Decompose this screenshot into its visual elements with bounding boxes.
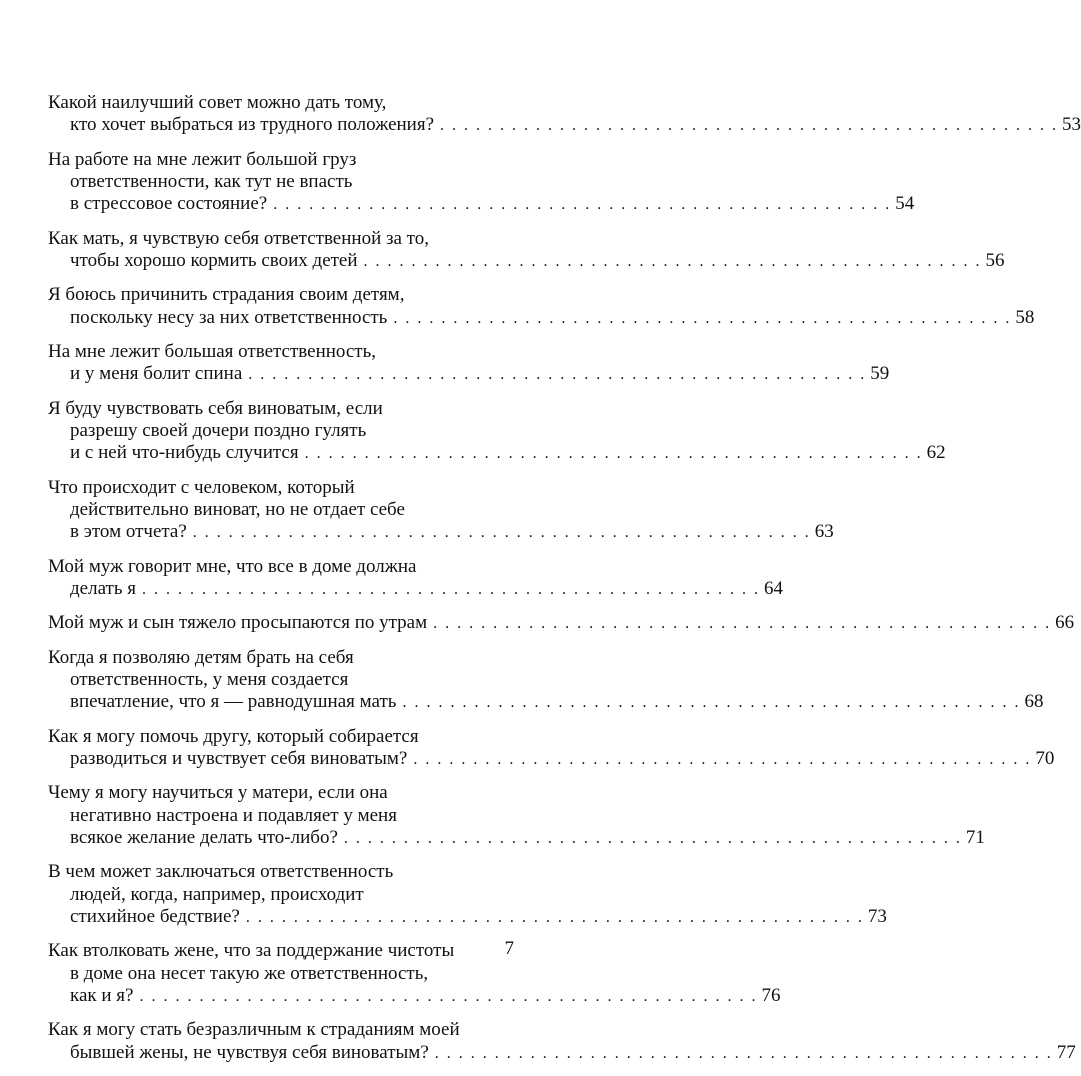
toc-entry-title: Как я могу стать безразличным к страданиям моей xyxy=(48,1019,460,1041)
toc-entry-last-line xyxy=(48,521,834,544)
toc-entry[interactable] xyxy=(48,725,1055,772)
toc-entry-line xyxy=(48,341,520,363)
toc-entry[interactable] xyxy=(48,284,1035,330)
toc-entry-line xyxy=(48,647,520,669)
toc-entry-last-line xyxy=(48,985,781,1008)
toc-entry-line xyxy=(48,861,520,883)
toc-entry-title: как и я? xyxy=(70,985,134,1007)
toc-page-number: 58 xyxy=(1015,306,1035,328)
toc-entry[interactable] xyxy=(48,227,1005,274)
toc-entry[interactable] xyxy=(48,92,1081,138)
toc-entry-last-line xyxy=(48,442,946,465)
toc-entry-line xyxy=(48,556,520,578)
toc-entry-title: чтобы хорошо кормить своих детей xyxy=(70,249,358,271)
toc-page-number: 53 xyxy=(1062,114,1081,136)
toc-entry-title: Я буду чувствовать себя виноватым, если xyxy=(48,397,383,419)
toc-entry[interactable] xyxy=(48,148,915,217)
toc-page-number: 62 xyxy=(926,442,946,464)
toc-entry[interactable] xyxy=(48,612,1075,635)
table-of-contents xyxy=(48,92,1081,1076)
toc-entry-title: кто хочет выбраться из трудного положения? xyxy=(70,114,435,136)
toc-entry-title: В чем может заключаться ответственность xyxy=(48,861,394,883)
toc-entry-line xyxy=(48,92,520,114)
toc-entry-title: разводиться и чувствует себя виноватым? xyxy=(70,748,408,770)
dot-leader: . . . . . . . . . . . . . . . . . . . . . . . . . . . . . . . . . . . . . . . . . . . . . . . . . . . . xyxy=(413,751,1032,769)
toc-page-number: 59 xyxy=(870,363,890,385)
toc-entry[interactable] xyxy=(48,940,781,1008)
toc-entry-title: поскольку несу за них ответственность xyxy=(70,306,388,328)
toc-entry-line xyxy=(48,726,520,748)
toc-entry-title: и у меня болит спина xyxy=(70,363,243,385)
toc-entry-title: Мой муж говорит мне, что все в доме должна xyxy=(48,555,417,577)
toc-entry-line xyxy=(48,940,520,962)
toc-page-number: 71 xyxy=(965,827,985,849)
toc-entry-title: впечатление, что я — равнодушная мать xyxy=(70,691,397,713)
toc-entry-line xyxy=(48,782,520,804)
toc-page-number: 66 xyxy=(1055,612,1075,634)
toc-entry-last-line xyxy=(48,193,915,216)
toc-entry-line xyxy=(48,171,520,193)
toc-entry-title: всякое желание делать что-либо? xyxy=(70,827,338,849)
toc-page-number: 63 xyxy=(814,521,834,543)
toc-entry[interactable] xyxy=(48,646,1044,715)
dot-leader: . . . . . . . . . . . . . . . . . . . . . . . . . . . . . . . . . . . . . . . . . . . . . . . . . . . . xyxy=(402,694,1021,712)
dot-leader: . . . . . . . . . . . . . . . . . . . . . . . . . . . . . . . . . . . . . . . . . . . . . . . . . . . . xyxy=(434,1044,1053,1062)
toc-entry-title: разрешу своей дочери поздно гулять xyxy=(70,420,367,442)
toc-entry[interactable] xyxy=(48,555,783,602)
toc-entry-last-line xyxy=(48,748,1055,771)
toc-entry-title: Как втолковать жене, что за поддержание чистоты xyxy=(48,940,455,962)
toc-entry-title: стихийное бедствие? xyxy=(70,906,240,928)
dot-leader: . . . . . . . . . . . . . . . . . . . . . . . . . . . . . . . . . . . . . . . . . . . . . . . . . . . . xyxy=(433,615,1052,633)
dot-leader: . . . . . . . . . . . . . . . . . . . . . . . . . . . . . . . . . . . . . . . . . . . . . . . . . . . . xyxy=(139,988,758,1006)
dot-leader: . . . . . . . . . . . . . . . . . . . . . . . . . . . . . . . . . . . . . . . . . . . . . . . . . . . . xyxy=(245,909,864,927)
toc-page-number: 77 xyxy=(1056,1041,1076,1063)
dot-leader: . . . . . . . . . . . . . . . . . . . . . . . . . . . . . . . . . . . . . . . . . . . . . . . . . . . . xyxy=(363,252,982,270)
toc-entry[interactable] xyxy=(48,397,946,466)
toc-entry-last-line xyxy=(48,114,1081,137)
toc-entry-title: Что происходит с человеком, который xyxy=(48,476,355,498)
toc-entry-line xyxy=(48,669,520,691)
toc-entry-last-line xyxy=(48,363,890,386)
toc-page-number: 73 xyxy=(867,906,887,928)
toc-entry-title: На работе на мне лежит большой груз xyxy=(48,148,357,170)
toc-entry-title: Чему я могу научиться у матери, если она xyxy=(48,782,388,804)
toc-entry-last-line xyxy=(48,306,1035,330)
dot-leader: . . . . . . . . . . . . . . . . . . . . . . . . . . . . . . . . . . . . . . . . . . . . . . . . . . . . xyxy=(343,830,962,848)
toc-entry-title: Как я могу помочь другу, который собирается xyxy=(48,725,419,747)
toc-entry-line xyxy=(48,228,520,250)
dot-leader: . . . . . . . . . . . . . . . . . . . . . . . . . . . . . . . . . . . . . . . . . . . . . . . . . . . . xyxy=(248,366,867,384)
toc-entry-last-line xyxy=(48,827,985,850)
toc-entry-line xyxy=(48,284,520,306)
toc-entry-line xyxy=(48,884,520,906)
dot-leader: . . . . . . . . . . . . . . . . . . . . . . . . . . . . . . . . . . . . . . . . . . . . . . . . . . . . xyxy=(141,581,760,598)
toc-entry-line xyxy=(48,149,520,171)
toc-entry-line xyxy=(48,398,520,420)
dot-leader: . . . . . . . . . . . . . . . . . . . . . . . . . . . . . . . . . . . . . . . . . . . . . . . . . . . . xyxy=(273,196,892,214)
toc-page-number: 76 xyxy=(761,985,781,1007)
toc-entry-title: Я боюсь причинить страдания своим детям, xyxy=(48,284,405,306)
toc-entry-title: действительно виноват, но не отдает себе xyxy=(70,499,405,521)
toc-entry-last-line xyxy=(48,691,1044,714)
toc-page-number: 54 xyxy=(895,193,915,215)
toc-entry[interactable] xyxy=(48,341,890,387)
dot-leader: . . . . . . . . . . . . . . . . . . . . . . . . . . . . . . . . . . . . . . . . . . . . . . . . . . . . xyxy=(393,309,1012,327)
toc-entry[interactable] xyxy=(48,476,834,545)
dot-leader: . . . . . . . . . . . . . . . . . . . . . . . . . . . . . . . . . . . . . . . . . . . . . . . . . . . . xyxy=(192,524,811,542)
toc-entry-last-line xyxy=(48,249,1005,273)
toc-entry-title: ответственность, у меня создается xyxy=(70,669,349,691)
toc-entry-last-line xyxy=(48,906,887,929)
toc-entry-last-line xyxy=(48,1041,1076,1065)
toc-entry-line xyxy=(48,477,520,499)
toc-page-number: 68 xyxy=(1024,691,1044,713)
toc-entry-line xyxy=(48,963,520,985)
toc-entry-line xyxy=(48,1019,520,1041)
toc-entry-line xyxy=(48,499,520,521)
page-number-folio: 7 xyxy=(504,938,514,959)
toc-entry-title: в стрессовое состояние? xyxy=(70,193,268,215)
toc-entry-title: Мой муж и сын тяжело просыпаются по утрам xyxy=(48,612,428,634)
toc-entry-line xyxy=(48,805,520,827)
toc-entry-title: Как мать, я чувствую себя ответственной за то, xyxy=(48,227,429,249)
toc-entry[interactable] xyxy=(48,1019,1076,1065)
toc-entry-last-line xyxy=(48,612,1075,635)
toc-entry-title: На мне лежит большая ответственность, xyxy=(48,341,377,363)
toc-entry-title: делать я xyxy=(70,578,136,599)
toc-page-number: 56 xyxy=(985,249,1005,271)
toc-entry-title: в доме она несет такую же ответственность, xyxy=(70,962,429,984)
toc-entry-title: людей, когда, например, происходит xyxy=(70,883,364,905)
toc-entry-title: бывшей жены, не чувствуя себя виноватым? xyxy=(70,1041,429,1063)
toc-entry-title: негативно настроена и подавляет у меня xyxy=(70,804,397,826)
toc-entry-last-line xyxy=(48,578,783,601)
dot-leader: . . . . . . . . . . . . . . . . . . . . . . . . . . . . . . . . . . . . . . . . . . . . . . . . . . . . xyxy=(440,117,1059,135)
toc-entry-title: Когда я позволяю детям брать на себя xyxy=(48,646,354,668)
toc-entry-line xyxy=(48,420,520,442)
toc-entry[interactable] xyxy=(48,861,887,929)
toc-page-number: 64 xyxy=(763,578,783,599)
toc-entry-title: и с ней что-нибудь случится xyxy=(70,442,299,464)
toc-entry[interactable] xyxy=(48,782,985,850)
toc-entry-title: Какой наилучший совет можно дать тому, xyxy=(48,92,387,113)
toc-entry-title: ответственности, как тут не впасть xyxy=(70,170,353,192)
toc-entry-title: в этом отчета? xyxy=(70,521,187,543)
dot-leader: . . . . . . . . . . . . . . . . . . . . . . . . . . . . . . . . . . . . . . . . . . . . . . . . . . . . xyxy=(304,445,923,463)
toc-page-number: 70 xyxy=(1035,748,1055,770)
